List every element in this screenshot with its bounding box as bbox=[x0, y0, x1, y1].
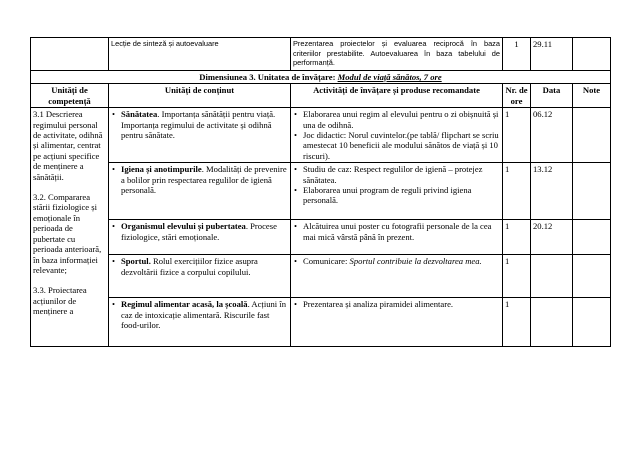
activities-cell bbox=[291, 298, 503, 347]
activities-cell bbox=[291, 255, 503, 298]
dimension-title: Modul de viață sănătos, 7 ore bbox=[337, 72, 442, 82]
activity-item: • Prezentarea și analiza piramidei alimentare. bbox=[293, 299, 500, 309]
activity-item: • Studiu de caz: Respect regulilor de igienă – protejez sănătatea. bbox=[293, 164, 500, 185]
dimension-row bbox=[31, 71, 611, 84]
activity-text: Comunicare: bbox=[303, 256, 350, 267]
date-cell bbox=[531, 255, 573, 298]
activity-item: • Elaborarea unui regim al elevului pentru o zi obișnuită și una de odihnă. bbox=[293, 109, 500, 130]
hours-cell: 1 bbox=[503, 255, 531, 298]
notes-cell bbox=[573, 298, 611, 347]
activity-item: • Alcătuirea unui poster cu fotografii personale de la cea mai mică vârstă până în prezent. bbox=[293, 221, 500, 242]
topic-title: Igiena și anotimpurile bbox=[121, 164, 202, 175]
header-content: Unități de conținut bbox=[109, 84, 291, 108]
activities-cell bbox=[291, 220, 503, 255]
date-cell: 13.12 bbox=[531, 163, 573, 220]
dimension-heading bbox=[31, 71, 611, 84]
activity-item: • Elaborarea unui program de reguli privind igiena personală. bbox=[293, 185, 500, 206]
content-row bbox=[31, 108, 611, 163]
date-cell: 29.11 bbox=[531, 38, 573, 71]
date-cell: 06.12 bbox=[531, 108, 573, 163]
activities-cell bbox=[291, 108, 503, 163]
content-cell bbox=[109, 220, 291, 255]
content-cell bbox=[109, 163, 291, 220]
summary-lesson-row bbox=[31, 38, 611, 71]
hours-cell: 1 bbox=[503, 108, 531, 163]
content-row bbox=[31, 220, 611, 255]
topic-text: . Importanța sănătății pentru viață. Importanța regimului de activitate și odihnă pentru sănătate. bbox=[121, 109, 276, 141]
competency-3-3: 3.3. Proiectarea acțiunilor de menținere a bbox=[33, 285, 87, 317]
header-hours: Nr. de ore bbox=[503, 84, 531, 108]
topic-title: Sportul. bbox=[121, 256, 151, 267]
topic-text: . Acțiuni în caz de intoxicație alimentară. Riscurile fast food-urilor. bbox=[121, 299, 287, 331]
header-activities: Activități de învățare și produse recomandate bbox=[291, 84, 503, 108]
competencies-cell bbox=[31, 108, 109, 347]
lesson-plan-table bbox=[30, 37, 611, 347]
content-cell bbox=[109, 108, 291, 163]
header-notes: Note bbox=[573, 84, 611, 108]
empty-competency-cell bbox=[31, 38, 109, 71]
topic-title: Regimul alimentar acasă, la școală bbox=[121, 299, 248, 310]
content-cell bbox=[109, 255, 291, 298]
topic-text: . Procese fiziologice, stări emoționale. bbox=[121, 221, 277, 242]
activities-cell bbox=[291, 163, 503, 220]
topic-title: Organismul elevului și pubertatea bbox=[121, 221, 246, 232]
unit-title-cell: Lecție de sinteză și autoevaluare bbox=[109, 38, 291, 71]
activity-item bbox=[293, 256, 500, 266]
hours-cell: 1 bbox=[503, 298, 531, 347]
activity-italic: Sportul contribuie la dezvoltarea mea. bbox=[349, 256, 482, 267]
activity-cell: Prezentarea proiectelor și evaluarea reciprocă în baza criteriilor prestabilite. Autoevaluarea în baza tabelului de performanță. bbox=[291, 38, 503, 71]
header-competencies: Unități de competență bbox=[31, 84, 109, 108]
notes-cell bbox=[573, 220, 611, 255]
date-cell: 20.12 bbox=[531, 220, 573, 255]
activity-item: • Joc didactic: Norul cuvintelor.(pe tablă/ flipchart se scriu amestecat 10 beneficii ale modului sănătos de viață și 10 riscuri). bbox=[293, 130, 500, 161]
notes-cell bbox=[573, 255, 611, 298]
header-date: Data bbox=[531, 84, 573, 108]
notes-cell bbox=[573, 108, 611, 163]
content-row bbox=[31, 163, 611, 220]
topic-title: Sănătatea bbox=[121, 109, 158, 120]
competency-3-1: 3.1 Descrierea regimului personal de activitate, odihnă și alimentar, centrat pe acțiuni specifice de menținere a sănătății. bbox=[33, 109, 103, 182]
header-row bbox=[31, 84, 611, 108]
date-cell bbox=[531, 298, 573, 347]
competency-3-2: 3.2. Compararea stării fiziologice și emoționale în perioada de pubertate cu perioada anterioară, în baza informației relevante; bbox=[33, 192, 102, 275]
notes-cell bbox=[573, 163, 611, 220]
hours-cell: 1 bbox=[503, 220, 531, 255]
content-cell bbox=[109, 298, 291, 347]
hours-cell: 1 bbox=[503, 38, 531, 71]
topic-text: Rolul exercițiilor fizice asupra dezvoltării fizice a corpului copilului. bbox=[121, 256, 258, 277]
notes-cell bbox=[573, 38, 611, 71]
content-row bbox=[31, 255, 611, 298]
dimension-prefix: Dimensiunea 3. Unitatea de învățare: bbox=[199, 72, 336, 82]
content-row bbox=[31, 298, 611, 347]
topic-text: . Modalități de prevenire a bolilor prin respectarea regulilor de igienă personală. bbox=[121, 164, 287, 196]
hours-cell: 1 bbox=[503, 163, 531, 220]
